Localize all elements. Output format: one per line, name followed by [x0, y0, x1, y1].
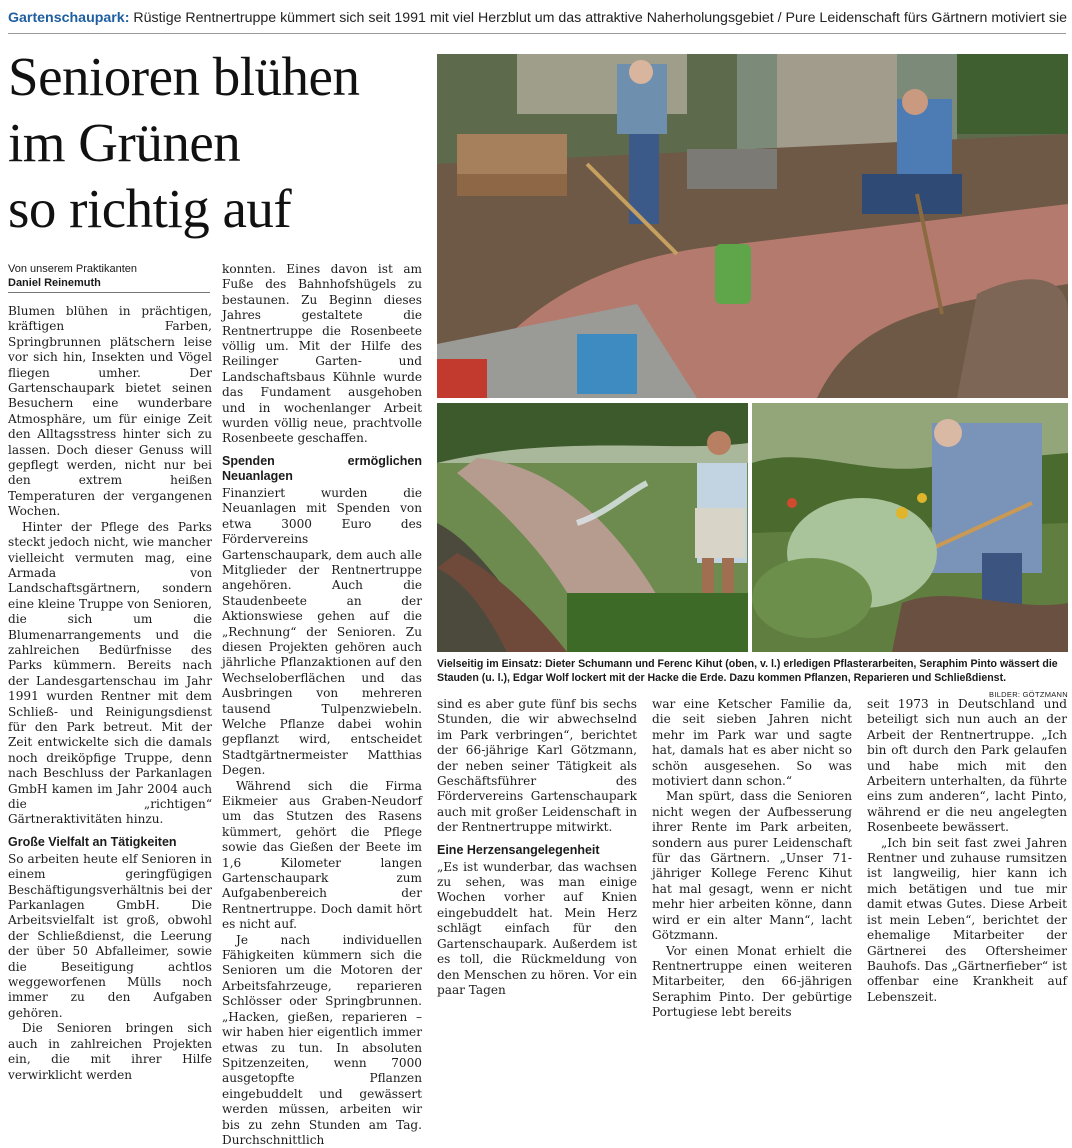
article-column-1: [8, 304, 212, 1083]
photo-hoeing-soil: [752, 403, 1068, 652]
caption-text: Vielseitig im Einsatz: Dieter Schumann und Ferenc Kihut (oben, v. l.) erledigen Pflasterarbeiten, Seraphim Pinto wässert die Stauden (u. l.), Edgar Wolf lockert mit der Hacke die Erde. Dazu kommen Pflanzen, Reparieren und Schließdienst.: [437, 658, 1058, 684]
paragraph: So arbeiten heute elf Senioren in einem geringfügigen Beschäftigungsverhältnis bei der Parkanlagen GmbH. Die Arbeitsvielfalt ist groß, obwohl der Schließdienst, die Leerung der über 50 Abfalleimer, sowie die Beseitigung achtlos weggeworfenen Mülls noch immer zu den Aufgaben gehören.: [8, 851, 212, 1020]
subheading: Eine Herzensangelegenheit: [437, 842, 600, 857]
paragraph: Je nach individuellen Fähigkeiten kümmern sich die Senioren um die Motoren der Arbeitsfahrzeuge, reparieren Schlösser oder Springbrunnen. „Hacken, gießen, reparieren – wir haben hier eigentlich immer etwas zu tun. In absoluten Spitzenzeiten, wenn 7000 ausgetopfte Pflanzen eingebuddelt und gewässert werden müssen, arbeiten wir bis zu zehn Stunden am Tag. Durchschnittlich: [222, 932, 422, 1147]
kicker-divider: [8, 33, 1066, 34]
article-column-4: [652, 697, 852, 1021]
paragraph: „Es ist wunderbar, das wachsen zu sehen, was man einige Wochen vorher auf Knien eingebuddelt hat. Mein Herz schlägt einfach für den Gartenschaupark. Außerdem ist es toll, die Rückmeldung von den Menschen zu hören. Vor ein paar Tagen: [437, 859, 637, 997]
article-column-5: [867, 697, 1067, 1005]
paragraph: konnten. Eines davon ist am Fuße des Bahnhofshügels zu bestaunen. Zu Beginn dieses Jahres gestaltete die Rentnertruppe die Rosenbeete völlig um. Mit der Hilfe des Reilinger Garten- und Landschaftsbaus Kühnle wurde das Fundament ausgehoben und in wochenlanger Arbeit wurden völlig neue, prachtvolle Rosenbeete geschaffen.: [222, 262, 422, 446]
byline-author: Daniel Reinemuth: [8, 277, 101, 289]
photo-paving-work: [437, 54, 1068, 398]
paragraph: Hinter der Pflege des Parks steckt jedoch nicht, wie mancher vielleicht vermuten mag, eine Armada von Landschaftsgärtnern, sondern eine kleine Truppe von Senioren, die sich um die Blumenarrangements und die zahlreichen Bedürfnisse des Parks kümmern. Bereits nach der Landesgartenschau im Jahr 1991 wurden Rentner mit dem Schließ- und Reinigungsdienst für den Park betreut. Mit der Zeit entwickelte sich die damals noch dreiköpfige Truppe, denn nach Beschluss der Parkanlagen GmbH kamen im Jahr 2004 auch die „richtigen“ Gärtneraktivitäten hinzu.: [8, 519, 212, 827]
subheading: Spenden ermöglichen Neuanlagen: [222, 453, 422, 483]
paragraph: sind es aber gute fünf bis sechs Stunden, die wir abwechselnd im Park verbringen“, berichtet der 66-jährige Karl Götzmann, der neben seiner Tätigkeit als Geschäftsführer des Fördervereins Gartenschaupark auch mit großer Leidenschaft in der Rentnertruppe mitwirkt.: [437, 697, 637, 835]
paragraph: „Ich bin seit fast zwei Jahren Rentner und zuhause rumsitzen ist langweilig, hier kann ich mich betätigen und tue mir damit etwas Gutes. Diese Arbeit ist mein Leben“, berichtet der ehemalige Mitarbeiter der Gärtnerei des Oftersheimer Bauhofs. Das „Gärtnerfieber“ ist offenbar eine Krankheit auf Lebenszeit.: [867, 835, 1067, 1004]
headline: [8, 44, 433, 242]
subheading: Große Vielfalt an Tätigkeiten: [8, 834, 177, 849]
byline-role: Von unserem Praktikanten: [8, 263, 138, 275]
kicker-text: Rüstige Rentnertruppe kümmert sich seit 1991 mit viel Herzblut um das attraktive Naherholungsgebiet / Pure Leidenschaft fürs Gärtnern motiviert sie: [129, 10, 1068, 26]
byline-divider: [8, 292, 210, 293]
article-column-2: [222, 262, 422, 1148]
photo-credit: BILDER: GÖTZMANN: [989, 690, 1068, 699]
kicker-section: Gartenschaupark:: [8, 10, 130, 26]
paragraph: Vor einen Monat erhielt die Rentnertruppe einen weiteren Mitarbeiter, den 66-jährigen Seraphim Pinto. Der gebürtige Portugiese lebt bereits: [652, 943, 852, 1020]
byline: [8, 262, 208, 290]
paragraph: Man spürt, dass die Senioren nicht wegen der Aufbesserung ihrer Rente im Park arbeiten, sondern aus purer Leidenschaft für das Gärtnern. „Unser 71-jähriger Kollege Ferenc Kihut hat mal gesagt, wenn er nicht mehr hier arbeiten könne, dann wird er ein alter Mann“, lacht Götzmann.: [652, 789, 852, 943]
paragraph: Blumen blühen in prächtigen, kräftigen Farben, Springbrunnen plätschern leise vor sich hin, Insekten und Vögel fliegen umher. Der Gartenschaupark bietet seinen Besuchern eine wunderbare Atmosphäre, um für einige Zeit den Alltagsstress hinter sich zu lassen. Doch dieser Genuss will gepflegt werden, nicht nur bei den extrem heißen Temperaturen der vergangenen Wochen.: [8, 304, 212, 519]
headline-line-1: Senioren blühen: [8, 46, 360, 107]
photo-watering-plants: [437, 403, 748, 652]
article-column-3: [437, 697, 637, 998]
paragraph: war eine Ketscher Familie da, die seit sieben Jahren nicht mehr im Park war und sagte hat, damals hat es aber nicht so schön ausgesehen. So was motiviert dann schon.“: [652, 697, 852, 789]
paragraph: Finanziert wurden die Neuanlagen mit Spenden von etwa 3000 Euro des Fördervereins Gartenschaupark, dem auch alle Mitglieder der Rentnertruppe angehören. Auch die Staudenbeete an der Aktionswiese gehen auf die „Rechnung“ der Senioren. Zu diesen Projekten gehören auch jährliche Pflanzaktionen auf den Wechseloberflächen und das Ausbringen von mehreren tausend Tulpenzwiebeln. Welche Pflanze dabei wohin gepflanzt wird, entscheidet Stadtgärtnermeister Matthias Degen.: [222, 485, 422, 778]
paragraph: Während sich die Firma Eikmeier aus Graben-Neudorf um das Stutzen des Rasens kümmert, gehört die Pflege sowie das Gießen der Beete im 1,6 Kilometer langen Gartenschaupark zum Aufgabenbereich der Rentnertruppe. Doch damit hört es nicht auf.: [222, 778, 422, 932]
headline-line-2: im Grünen: [8, 112, 241, 173]
photo-caption: [437, 657, 1068, 702]
paragraph: Die Senioren bringen sich auch in zahlreichen Projekten ein, die mit ihrer Hilfe verwirklicht werden: [8, 1021, 212, 1082]
headline-line-3: so richtig auf: [8, 178, 292, 239]
paragraph: seit 1973 in Deutschland und beteiligt sich nun auch an der Arbeit der Rentnertruppe. „Ich bin oft durch den Park gelaufen und habe mich mit den Arbeitern unterhalten, da führte eins zum anderen“, lacht Pinto, während er die neu angelegten Rosenbeete bewässert.: [867, 697, 1067, 835]
kicker-line: [8, 5, 1068, 31]
